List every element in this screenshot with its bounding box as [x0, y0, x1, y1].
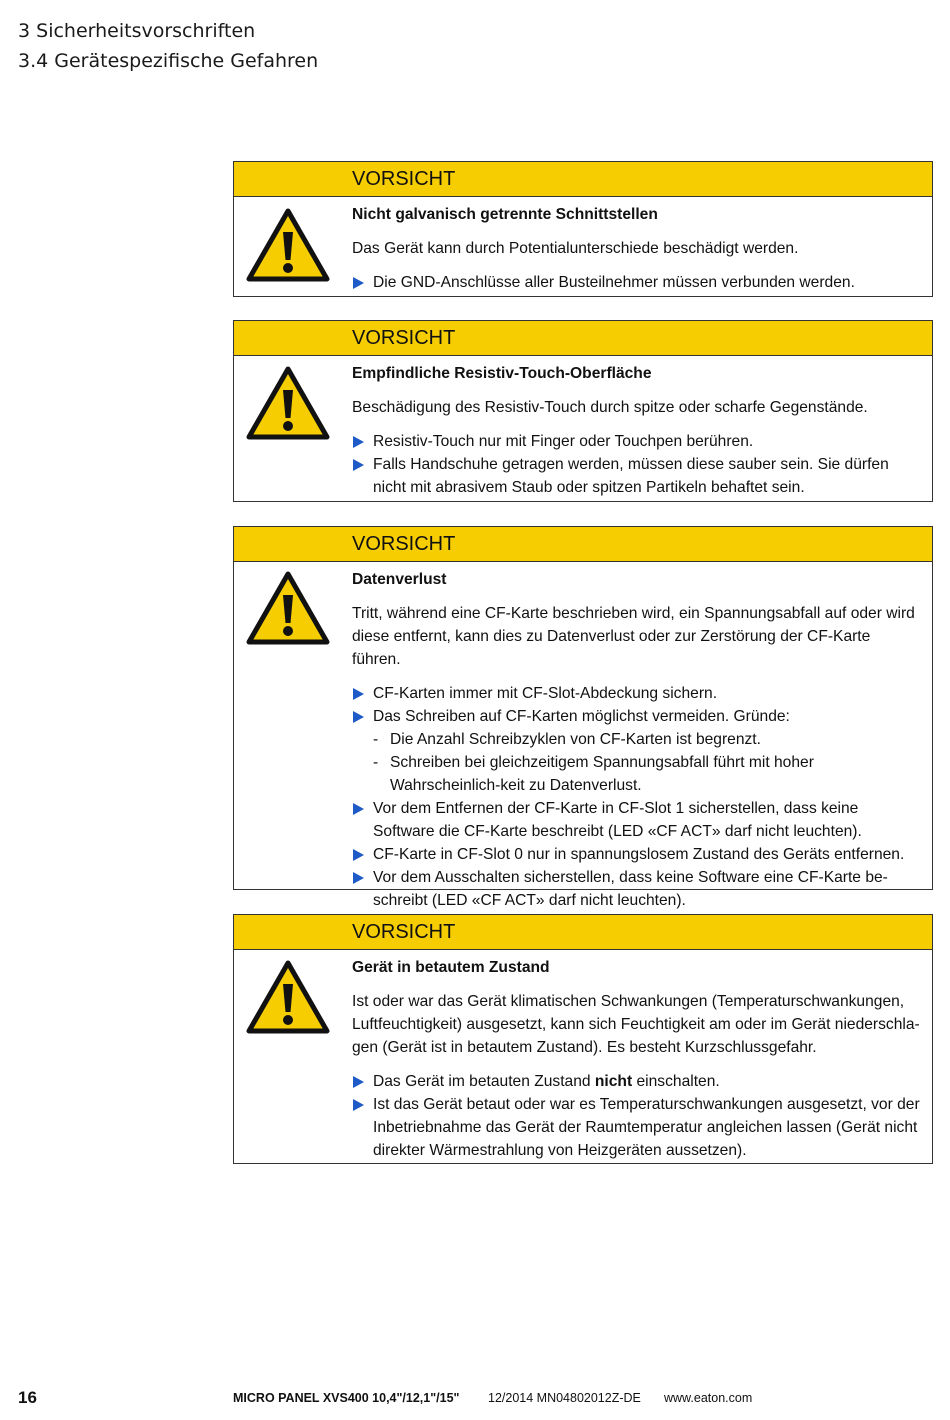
warning-subject: Gerät in betautem Zustand [352, 959, 550, 976]
page-footer [0, 1388, 950, 1410]
warning-signal-word: VORSICHT [352, 533, 456, 555]
blue-triangle-bullet-icon [353, 1076, 364, 1088]
warning-body [234, 356, 932, 507]
warning-step: CF-Karte in CF-Slot 0 nur in spannungslosem Zustand des Geräts entfernen. [352, 843, 922, 866]
blue-triangle-bullet-icon [353, 711, 364, 723]
warning-body [234, 562, 932, 920]
blue-triangle-bullet-icon [353, 1099, 364, 1111]
warning-subject: Nicht galvanisch getrennte Schnittstellen [352, 206, 658, 223]
warning-subject: Datenverlust [352, 571, 447, 588]
blue-triangle-bullet-icon [353, 688, 364, 700]
blue-triangle-bullet-icon [353, 803, 364, 815]
warning-step: Das Schreiben auf CF-Karten möglichst vermeiden. Gründe: [352, 705, 922, 728]
emphasis-text: nicht [594, 1073, 633, 1090]
blue-triangle-bullet-icon [353, 849, 364, 861]
warning-reason: - Schreiben bei gleichzeitigem Spannungsabfall führt mit hoher Wahrscheinlich-keit zu Datenverlust. [373, 754, 814, 794]
warning-step: Falls Handschuhe getragen werden, müssen diese sauber sein. Sie dürfen nicht mit abrasivem Staub oder spitzen Partikeln behaftet sein. [352, 453, 922, 499]
page-header [18, 16, 318, 76]
warning-step: CF-Karten immer mit CF-Slot-Abdeckung sichern. [352, 682, 922, 705]
warning-description: Ist oder war das Gerät klimatischen Schwankungen (Temperaturschwankungen, Luftfeuchtigkeit) ausgesetzt, kann sich Feuchtigkeit am oder im Gerät niederschla-gen (Gerät ist in betautem Zustand). Es besteht Kurzschlussgefahr. [352, 993, 920, 1056]
warning-steps [352, 430, 922, 499]
warning-box-condensation [233, 914, 933, 1164]
page-number: 16 [18, 1388, 37, 1407]
warning-description: Tritt, während eine CF-Karte beschrieben wird, ein Spannungsabfall auf oder wird diese entfernt, kann dies zu Datenverlust oder zur Zerstörung der CF-Karte führen. [352, 605, 915, 668]
warning-box-data-loss [233, 526, 933, 909]
warning-steps [352, 1070, 922, 1162]
warning-body [234, 197, 932, 302]
warning-step: Die GND-Anschlüsse aller Busteilnehmer müssen verbunden werden. [352, 271, 922, 294]
warning-step: Vor dem Ausschalten sicherstellen, dass keine Software eine CF-Karte be-schreibt (LED «CF ACT» darf nicht leuchten). [352, 866, 922, 912]
warning-header [234, 915, 932, 950]
warning-signal-word: VORSICHT [352, 168, 456, 190]
warning-header [234, 321, 932, 356]
warning-description: Das Gerät kann durch Potentialunterschiede beschädigt werden. [352, 240, 799, 257]
blue-triangle-bullet-icon [353, 872, 364, 884]
warning-signal-word: VORSICHT [352, 327, 456, 349]
warning-box-resistive-touch [233, 320, 933, 502]
footer-product: MICRO PANEL XVS400 10,4"/12,1"/15" [233, 1391, 460, 1405]
warning-reason: - Die Anzahl Schreibzyklen von CF-Karten ist begrenzt. [373, 731, 761, 748]
warning-step: Vor dem Entfernen der CF-Karte in CF-Slot 1 sicherstellen, dass keine Software die CF-Karte beschreibt (LED «CF ACT» darf nicht leuchten). [352, 797, 922, 843]
blue-triangle-bullet-icon [353, 436, 364, 448]
footer-document-id: 12/2014 MN04802012Z-DE [488, 1391, 641, 1405]
warning-step: Resistiv-Touch nur mit Finger oder Touchpen berühren. [352, 430, 922, 453]
warning-description: Beschädigung des Resistiv-Touch durch spitze oder scharfe Gegenstände. [352, 399, 868, 416]
footer-website: www.eaton.com [664, 1391, 753, 1405]
chapter-title: 3 Sicherheitsvorschriften [18, 20, 256, 42]
warning-header [234, 527, 932, 562]
warning-body [234, 950, 932, 1170]
section-title: 3.4 Gerätespezifische Gefahren [18, 50, 319, 72]
blue-triangle-bullet-icon [353, 277, 364, 289]
warning-box-galvanic [233, 161, 933, 297]
warning-step: Das Gerät im betauten Zustand nicht einschalten. [352, 1070, 922, 1093]
warning-header [234, 162, 932, 197]
warning-steps [352, 682, 922, 912]
warning-step: Ist das Gerät betaut oder war es Temperaturschwankungen ausgesetzt, vor der Inbetriebnahme das Gerät der Raumtemperatur angleichen lassen (Gerät nicht direkter Wärmestrahlung von Heizgeräten aussetzen). [352, 1093, 922, 1162]
warning-signal-word: VORSICHT [352, 921, 456, 943]
warning-subject: Empfindliche Resistiv-Touch-Oberfläche [352, 365, 652, 382]
warning-steps [352, 271, 922, 294]
blue-triangle-bullet-icon [353, 459, 364, 471]
